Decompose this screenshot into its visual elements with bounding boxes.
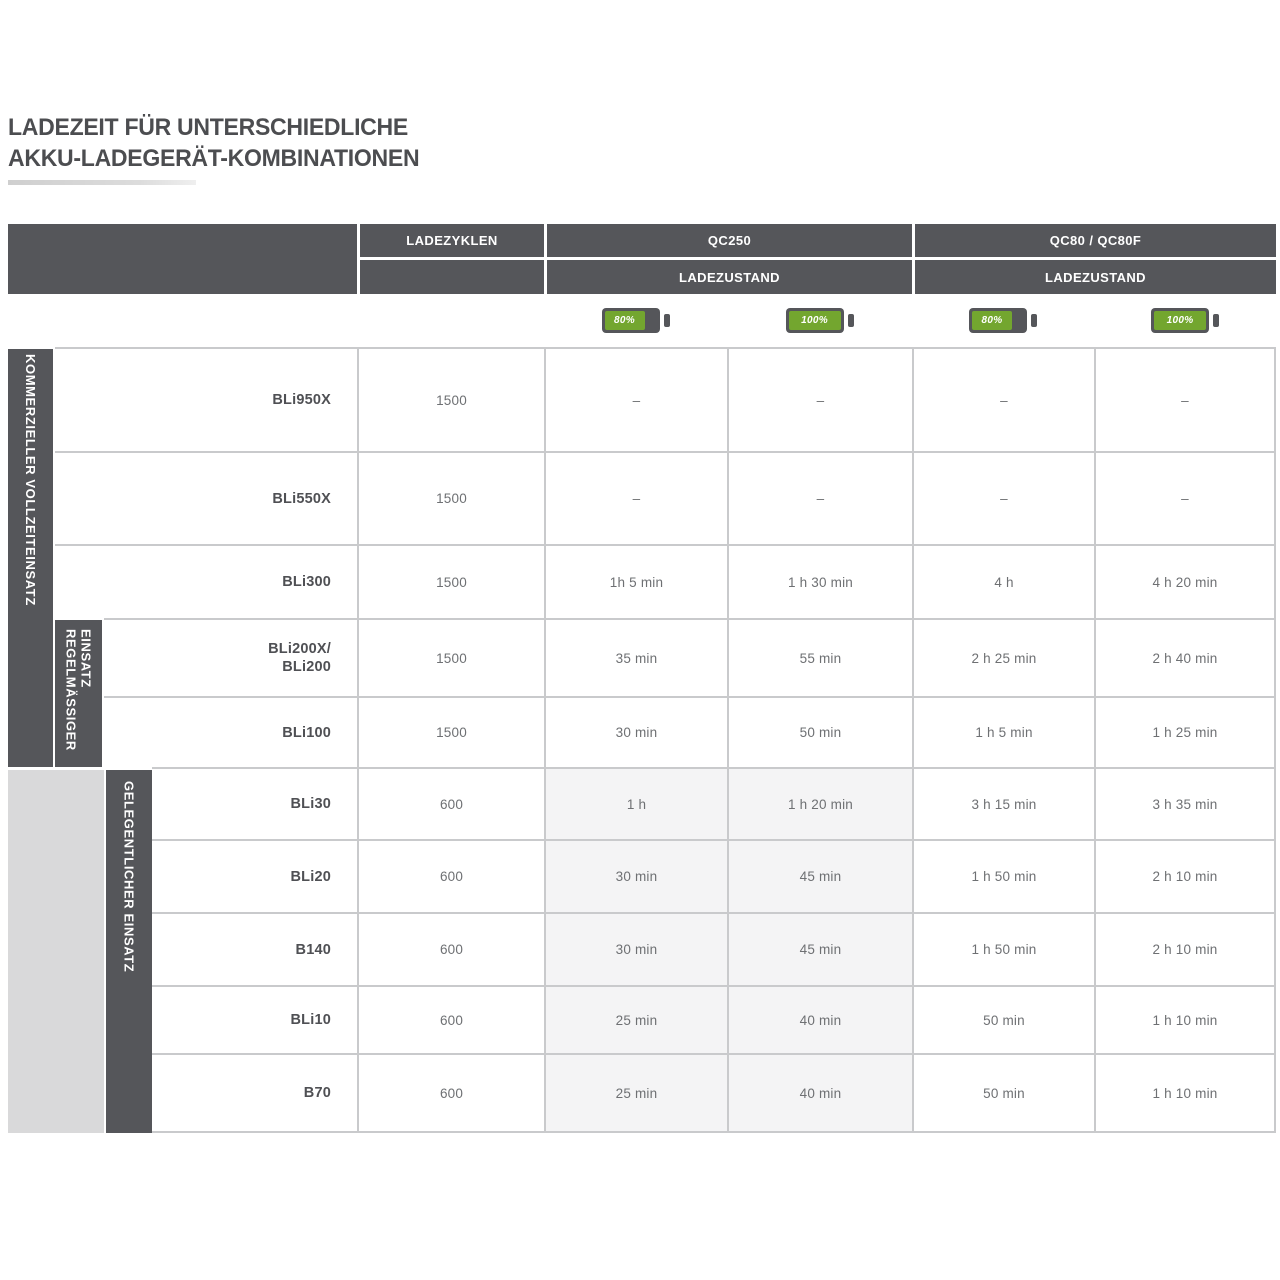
time-cell: 1 h 20 min: [727, 767, 912, 839]
time-cell: 2 h 40 min: [1094, 618, 1276, 696]
time-cell: 2 h 25 min: [912, 618, 1094, 696]
time-cell: 3 h 35 min: [1094, 767, 1276, 839]
battery-nub: [1031, 314, 1037, 327]
ladezyklen-cell: 600: [357, 839, 544, 912]
charging-time-table: [8, 224, 1276, 1133]
header-empty-cell: [8, 224, 357, 294]
battery-nub: [664, 314, 670, 327]
ladezyklen-cell: 1500: [357, 544, 544, 618]
header-qc250-ladezustand: LADEZUSTAND: [544, 260, 912, 294]
time-cell: 25 min: [544, 1053, 727, 1133]
battery-body: [969, 308, 1027, 333]
battery-name-cell: [55, 347, 357, 451]
battery-fill-label: 100%: [789, 311, 841, 330]
battery-name: BLi20: [290, 868, 331, 885]
ladezyklen-cell: 1500: [357, 618, 544, 696]
battery-name-cell: [152, 912, 357, 985]
time-cell: 1 h: [544, 767, 727, 839]
battery-nub: [1213, 314, 1219, 327]
battery-nub: [848, 314, 854, 327]
time-cell: 25 min: [544, 985, 727, 1053]
battery-100-icon: [1151, 308, 1219, 333]
category-label: KOMMERZIELLER VOLLZEITEINSATZ: [23, 354, 38, 606]
battery-name: B70: [303, 1085, 331, 1101]
battery-level-cell: [1094, 294, 1276, 347]
header-charger-qc80: QC80 / QC80F: [912, 224, 1276, 260]
battery-name-line1: BLi200X/: [268, 641, 331, 657]
battery-name-line2: BLi200: [282, 659, 331, 675]
time-cell: 1 h 25 min: [1094, 696, 1276, 767]
time-cell: 50 min: [912, 1053, 1094, 1133]
time-cell: 40 min: [727, 1053, 912, 1133]
header-ladezyklen-sub: [357, 260, 544, 294]
battery-80-icon: [969, 308, 1037, 333]
ladezyklen-cell: 600: [357, 767, 544, 839]
ladezyklen-cell: 600: [357, 1053, 544, 1133]
battery-name: BLi550X: [272, 490, 331, 507]
time-cell: 40 min: [727, 985, 912, 1053]
title-underline: [8, 180, 196, 185]
time-cell: –: [1094, 451, 1276, 544]
header-qc80-ladezustand: LADEZUSTAND: [912, 260, 1276, 294]
battery-body: [602, 308, 660, 333]
time-cell: –: [727, 347, 912, 451]
time-cell: 55 min: [727, 618, 912, 696]
header-charger-qc250: QC250: [544, 224, 912, 260]
time-cell: 4 h 20 min: [1094, 544, 1276, 618]
battery-fill-label: 80%: [972, 311, 1012, 330]
battery-name: BLi30: [290, 796, 331, 812]
time-cell: –: [544, 347, 727, 451]
time-cell: 4 h: [912, 544, 1094, 618]
battery-name: BLi950X: [272, 392, 331, 408]
battery-80-icon: [602, 308, 670, 333]
battery-name-cell: [152, 839, 357, 912]
time-cell: –: [727, 451, 912, 544]
battery-body: [1151, 308, 1209, 333]
battery-name-cell: [104, 696, 357, 767]
time-cell: 2 h 10 min: [1094, 839, 1276, 912]
time-cell: 1 h 50 min: [912, 912, 1094, 985]
time-cell: –: [912, 347, 1094, 451]
page-title-line1: LADEZEIT FÜR UNTERSCHIEDLICHE: [8, 114, 408, 141]
time-cell: 3 h 15 min: [912, 767, 1094, 839]
category-label-line2: EINSATZ: [78, 629, 94, 688]
time-cell: 45 min: [727, 912, 912, 985]
category-label-line1: REGELMÄSSIGER: [63, 629, 79, 751]
ladezyklen-cell: 1500: [357, 347, 544, 451]
time-cell: 50 min: [727, 696, 912, 767]
time-cell: 1 h 5 min: [912, 696, 1094, 767]
category-regelmaessiger-einsatz: [55, 618, 104, 767]
time-cell: –: [544, 451, 727, 544]
ladezyklen-cell: 600: [357, 985, 544, 1053]
time-cell: 30 min: [544, 912, 727, 985]
battery-level-cell: [912, 294, 1094, 347]
time-cell: 1 h 50 min: [912, 839, 1094, 912]
ladezyklen-cell: 1500: [357, 696, 544, 767]
battery-fill-label: 80%: [605, 311, 645, 330]
time-cell: 30 min: [544, 696, 727, 767]
battery-name: B140: [295, 941, 331, 958]
time-cell: 35 min: [544, 618, 727, 696]
battery-name-cell: [55, 451, 357, 544]
time-cell: –: [1094, 347, 1276, 451]
category-gelegentlicher-einsatz: [104, 767, 152, 1133]
category-spacer-block: [8, 767, 104, 1133]
ladezyklen-cell: 600: [357, 912, 544, 985]
header-ladezyklen: LADEZYKLEN: [357, 224, 544, 260]
battery-name: BLi100: [282, 724, 331, 741]
time-cell: 2 h 10 min: [1094, 912, 1276, 985]
category-label: GELEGENTLICHER EINSATZ: [121, 781, 137, 973]
battery-level-cell: [544, 294, 727, 347]
battery-name: BLi300: [282, 574, 331, 590]
battery-level-cell: [727, 294, 912, 347]
time-cell: 1h 5 min: [544, 544, 727, 618]
battery-name: BLi10: [290, 1012, 331, 1028]
time-cell: 45 min: [727, 839, 912, 912]
battery-100-icon: [786, 308, 854, 333]
page-title: [8, 112, 419, 174]
time-cell: 1 h 30 min: [727, 544, 912, 618]
battery-name-cell: [55, 544, 357, 618]
battery-body: [786, 308, 844, 333]
battery-name-cell: [104, 618, 357, 696]
page-title-line2: AKKU-LADEGERÄT-KOMBINATIONEN: [8, 145, 420, 172]
battery-name-cell: [152, 985, 357, 1053]
battery-name-cell: [152, 767, 357, 839]
battery-fill-label: 100%: [1154, 311, 1206, 330]
ladezyklen-cell: 1500: [357, 451, 544, 544]
time-cell: 50 min: [912, 985, 1094, 1053]
time-cell: –: [912, 451, 1094, 544]
time-cell: 1 h 10 min: [1094, 985, 1276, 1053]
time-cell: 1 h 10 min: [1094, 1053, 1276, 1133]
category-kommerzieller-vollzeiteinsatz: [8, 347, 55, 767]
battery-name-cell: [152, 1053, 357, 1133]
time-cell: 30 min: [544, 839, 727, 912]
